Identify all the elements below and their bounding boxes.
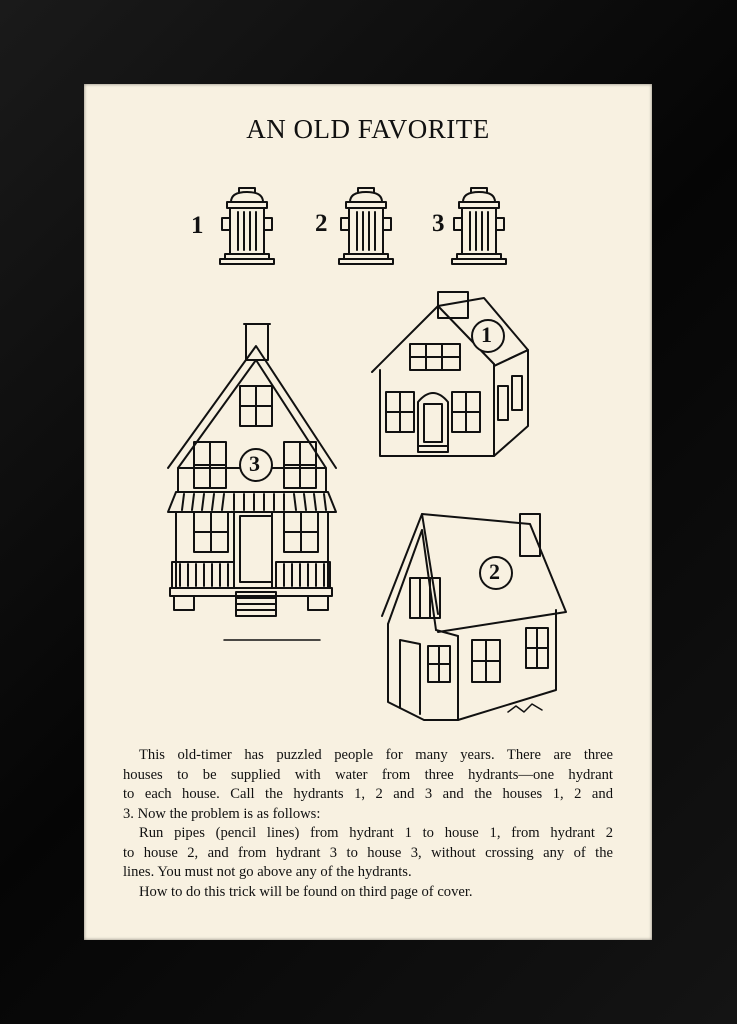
- house-3-number: 3: [249, 451, 260, 476]
- text-line-2: houses to be supplied with water from three hydrants—one hydrant: [123, 766, 613, 783]
- text-line-8: How to do this trick will be found on third page of cover.: [139, 883, 473, 900]
- hydrant-3-number: 3: [432, 210, 445, 237]
- text-line-6: to house 2, and from hydrant 3 to house 3, without crossing any of the: [123, 844, 613, 861]
- hydrant-1-icon: [220, 188, 274, 264]
- hydrant-1-number: 1: [191, 212, 204, 239]
- house-1-number: 1: [481, 322, 492, 347]
- text-line-4: 3. Now the problem is as follows:: [123, 805, 321, 822]
- house-2-drawing: [382, 514, 566, 720]
- text-line-5: Run pipes (pencil lines) from hydrant 1 to house 1, from hydrant 2: [139, 825, 613, 841]
- page-title: AN OLD FAVORITE: [246, 114, 490, 144]
- house-1-drawing: [372, 292, 528, 456]
- puzzle-description: [123, 746, 613, 902]
- hydrant-2-icon: [339, 188, 393, 264]
- text-line-3: to each house. Call the hydrants 1, 2 and 3 and the houses 1, 2 and: [123, 786, 613, 802]
- hydrant-2-number: 2: [315, 210, 328, 237]
- hydrant-3-icon: [452, 188, 506, 264]
- house-2-number: 2: [489, 559, 500, 584]
- house-3-drawing: [168, 324, 336, 640]
- text-line-1: This old-timer has puzzled people for many years. There are three: [139, 747, 613, 763]
- text-line-7: lines. You must not go above any of the hydrants.: [123, 864, 412, 880]
- print-page: [84, 84, 652, 940]
